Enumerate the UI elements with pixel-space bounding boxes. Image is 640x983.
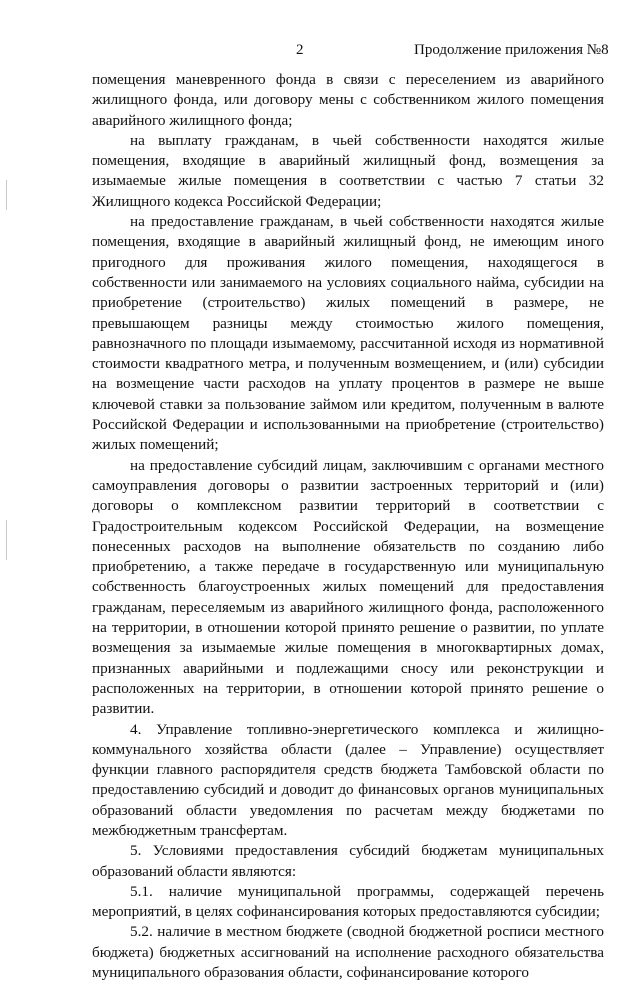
paragraph: помещения маневренного фонда в связи с переселением из аварийного жилищного фонда, или договору мены с собственником жилого помещения аварийного жилищного фонда; <box>92 71 604 129</box>
appendix-label: Продолжение приложения №8 <box>414 42 609 58</box>
document-body <box>92 70 604 983</box>
paragraph: 5.1. наличие муниципальной программы, содержащей перечень мероприятий, в целях софинансирования которых предоставляются субсидии; <box>92 882 604 921</box>
paragraph: 5.2. наличие в местном бюджете (сводной бюджетной росписи местного бюджета) бюджетных ассигнований на исполнение расходного обязательства муниципального образования области, софинансирование которого <box>92 923 604 982</box>
scan-edge-mark <box>6 520 7 560</box>
paragraph: 5. Условиями предоставления субсидий бюджетам муниципальных образований области являются: <box>92 842 604 880</box>
paragraph: на выплату гражданам, в чьей собственности находятся жилые помещения, входящие в аварийный жилищный фонд, возмещения за изымаемые жилые помещения в соответствии с частью 7 статьи 32 Жилищного кодекса Российской Федерации; <box>92 131 604 210</box>
paragraph: на предоставление субсидий лицам, заключившим с органами местного самоуправления договоры о развитии застроенных территорий и (или) договоры о комплексном развитии территорий в соответствии с Градостроительным кодексом Российской Федерации, на возмещение понесенных расходов на выполнение обязательств по созданию либо приобретению, а также передаче в государственную или муниципальную собственность благоустроенных жилых помещений для предоставления гражданам, переселяемым из аварийного жилищного фонда, расположенного на территории, в отношении которой принято решение о развитии, по уплате возмещения за изымаемые жилые помещения в многоквартирных домах, признанных аварийными и подлежащими сносу или реконструкции и расположенных на территории, в отношении которой принято решение о развитии. <box>92 456 604 718</box>
paragraph: на предоставление гражданам, в чьей собственности находятся жилые помещения, входящие в аварийный жилищный фонд, не имеющим иного пригодного для проживания жилого помещения, находящегося в собственности или занимаемого на условиях социального найма, субсидии на приобретение (строительство) жилых помещений в размере, не превышающем разницы между стоимостью жилого помещения, равнозначного по площади изымаемому, рассчитанной исходя из нормативной стоимости квадратного метра, и полученным возмещением, и (или) субсидии на возмещение части расходов на уплату процентов в размере не выше ключевой ставки за пользование займом или кредитом, полученным в валюте Российской Федерации и использованными на приобретение (строительство) жилых помещений; <box>92 213 604 454</box>
page-number: 2 <box>296 42 304 58</box>
paragraph: 4. Управление топливно-энергетического комплекса и жилищно-коммунального хозяйства области (далее – Управление) осуществляет функции главного распорядителя средств бюджета Тамбовской области по предоставлению субсидий и доводит до финансовых органов муниципальных образований области уведомления по расчетам между бюджетами по межбюджетным трансфертам. <box>92 720 604 839</box>
scan-edge-mark <box>6 180 7 210</box>
